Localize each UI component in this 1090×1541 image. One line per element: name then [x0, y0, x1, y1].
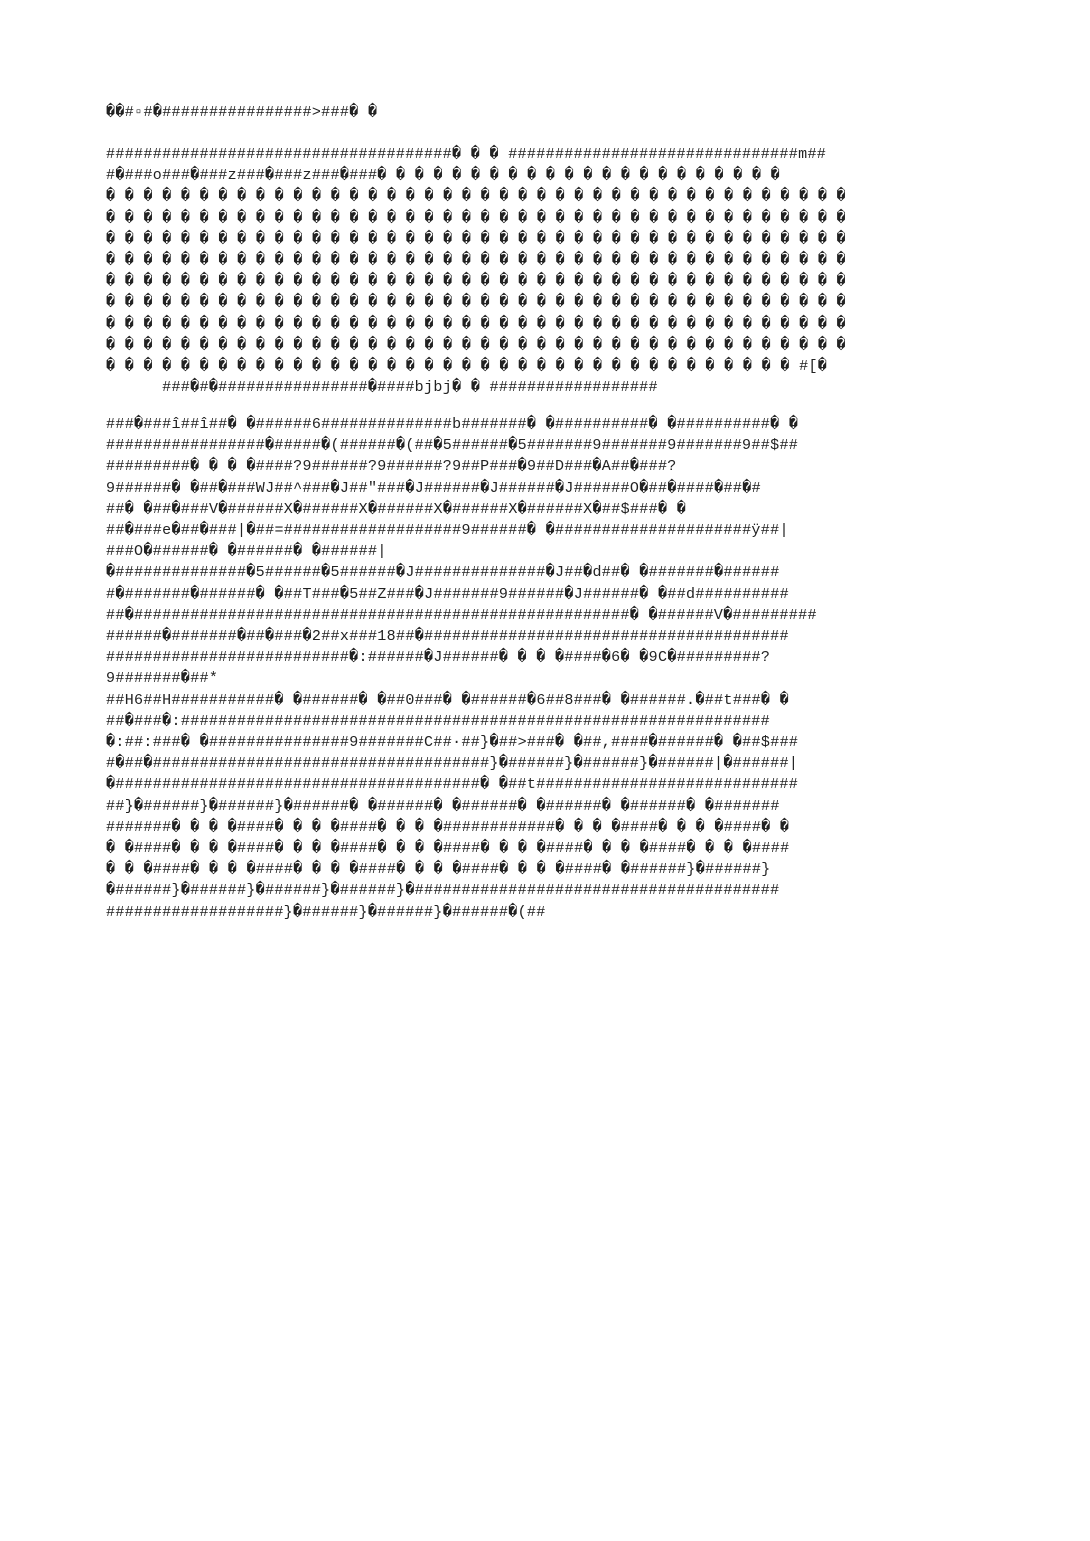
document-body-block-1: #####################################� � � ###############################m## #�###o###�###z###�###z###�###� � � � � � � � � � � � � � � � � � � � � � � � � � � � � � � � � � � � � � � � � � � � � � � � � � � � � � � � � � � � � � � � � � � � � � � � � � � � � � � � � � � � � � � � � � � � � � � � � � � � � � � � � � � � � � � � � � � � � � � � � � � � � � � � � � � � � � � � � � � � � � � � � � � � � � � � � � � � � � � � � � � � � � � � � � � � � � � � � � � � � � � � � � � � � � � � � � � � � � � � � � � � � � � � � � � � � � � � � � � � � � � � � � � � � � � � � � � � � � � � � � � � � � � � � � � � � � � � � � � � � � � � � � � � � � � � � � � � � � � � � � � � � � � � � � � � � � � � � � � � � � � � � � � � � � � � � � � � � � � � � � � � � � � � � � � � � � � � � � � � � � � � � � � � � � � � � � � � � � � � � � � � � � � � � � � � � � � � � � � #[� ###�#�################�####bjbj� � ##################: [106, 146, 846, 397]
document-body-block-2: ###�###î##î##� �######6##############b#######� �##########� �##########� � #################�#####�(######�(##�5######�5#######9#######9#######9##$## #########� � � �####?9######?9######?9##P###�9##D###�A##�###? 9######� �##�###WJ##^###�J##"###�J######�J######�J######O�##�####�##�# ##� �##�###V�######X�######X�######X�######X�######X�##$###� � ##�###e�##�###|�##=###################9######� �#####################ÿ##| ###O�######� �######� �######| �##############�5######�5######�J##############�J##�d##� �#######�###### #�#######�######� �##T###�5##Z###�J#######9######�J######� �##d########## ##�#####################################################� �######V�######### ######�#######�##�###�2##x###18##�####################################### ##########################�:######�J######� � � �####�6� �9C�#########? 9#######�##* ##H6##H###########� �######� �##0###� �######�6##8###� �######.�##t###� � ##�###�:############################################################### �:##:###� �###############9#######C##·##}�##>###� �##,####�######� �##$### #�##�####################################}�######}�######}�######|�######| �#######################################� �##t############################ ##}�######}�######}�######� �######� �######� �######� �######� �####### #######� � � �####� � � �####� � � �############� � � �####� � � �####� � � �####� � � �####� � � �####� � � �####� � � �####� � � �####� � � �#### � � �####� � � �####� � � �####� � � �####� � � �####� �######}�######} �######}�######}�######}�######}�####################################### ###################}�######}�######}�######�(##: [106, 416, 817, 921]
document-header-line: ��#▫#�################>###� �: [106, 104, 378, 121]
